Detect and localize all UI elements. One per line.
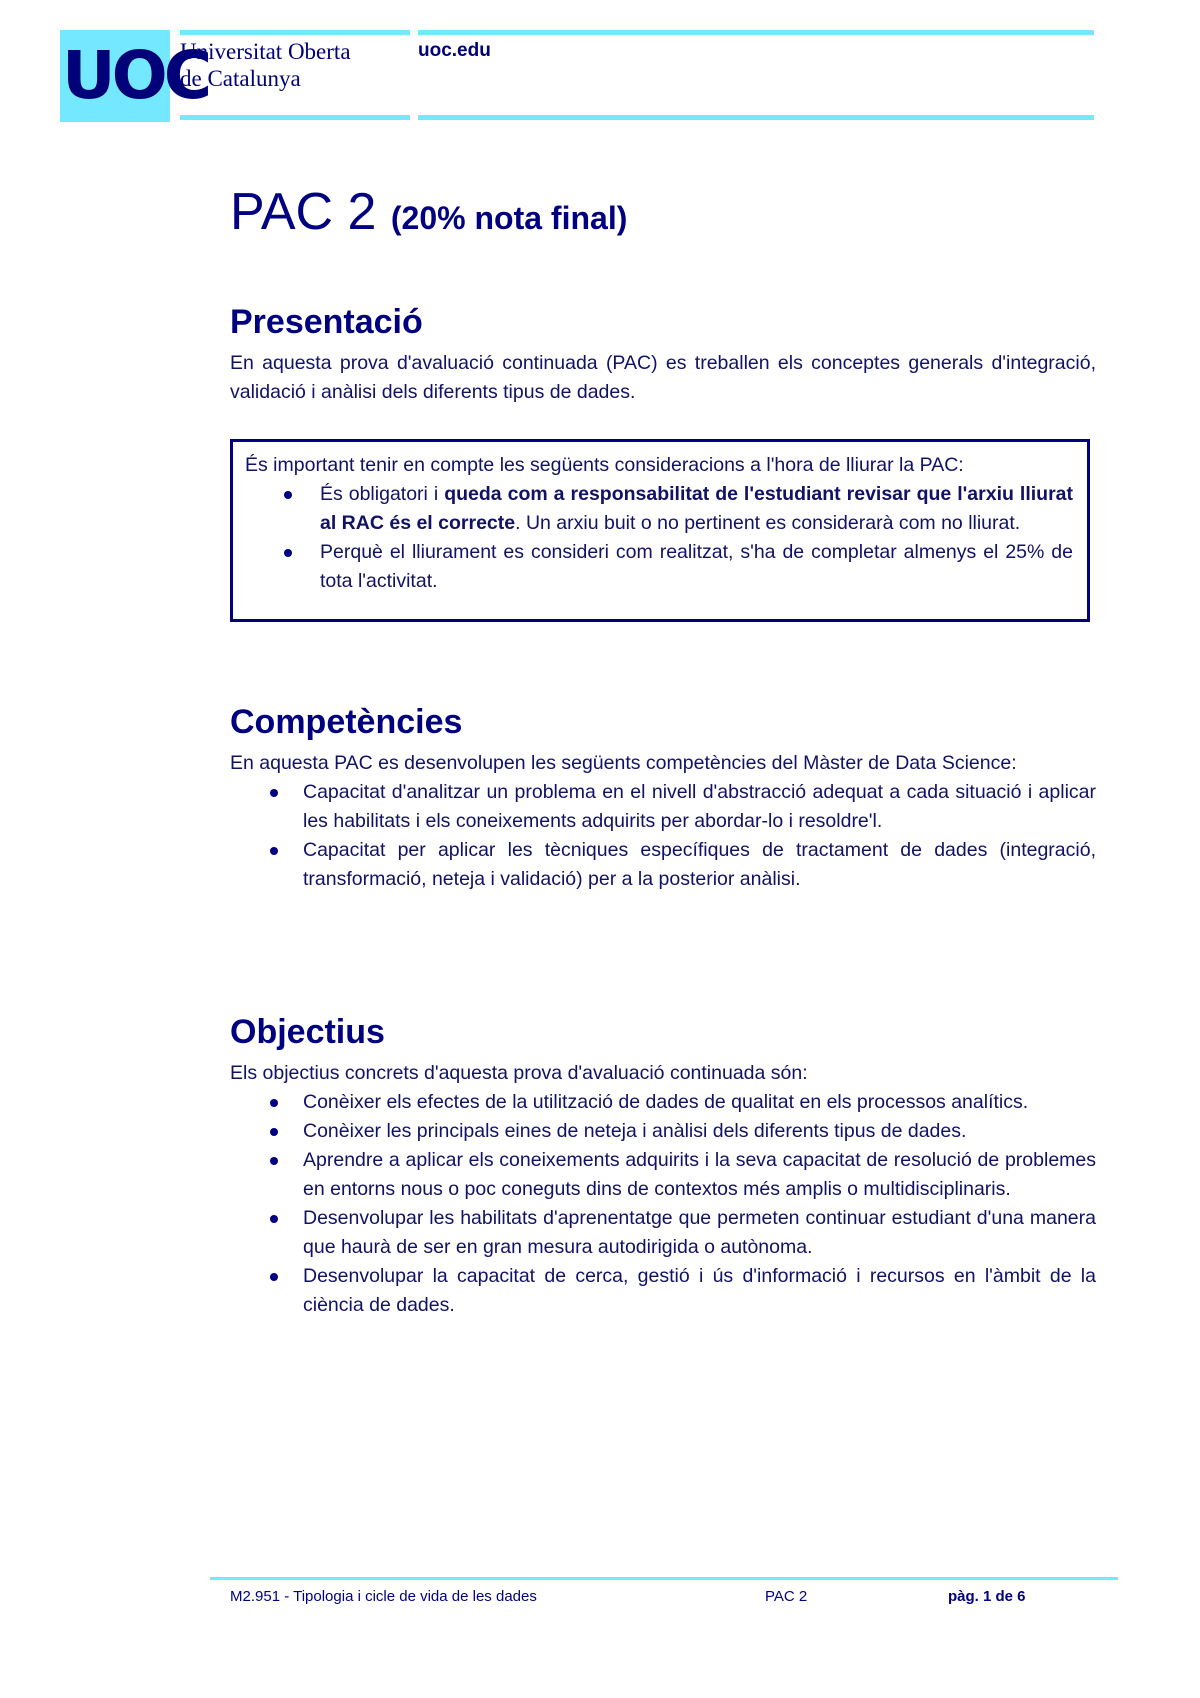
uoc-logo (60, 30, 209, 122)
objectius-list (230, 1088, 1096, 1320)
list-item: Desenvolupar la capacitat de cerca, gestió i ús d'informació i recursos en l'àmbit de la ciència de dades. (303, 1262, 1096, 1320)
uoc-logo-text: UOC (62, 37, 209, 114)
competencies-heading: Competències (230, 703, 463, 741)
notice-item (320, 480, 1073, 538)
footer-doc: PAC 2 (765, 1588, 808, 1605)
footer-page-number: pàg. 1 de 6 (948, 1588, 1026, 1605)
university-name-line2: de Catalunya (180, 66, 301, 91)
notice-item1-bold: queda com a responsabilitat de l'estudiant revisar que l'arxiu lliurat al RAC és el correcte (320, 483, 1073, 534)
page-title-sub: (20% nota final) (390, 200, 628, 236)
header-rule-right-bottom (418, 115, 1094, 120)
university-name-line1: Universitat Oberta (180, 39, 351, 64)
objectius-heading: Objectius (230, 1013, 385, 1051)
section-competencies (230, 702, 1096, 894)
header-rule-left-top (180, 30, 410, 35)
notice-list (245, 480, 1073, 596)
list-item: Conèixer les principals eines de neteja i anàlisi dels diferents tipus de dades. (303, 1117, 1096, 1146)
notice-item: Perquè el lliurament es consideri com realitzat, s'ha de completar almenys el 25% de tota l'activitat. (320, 538, 1073, 596)
page-title (230, 182, 627, 248)
header-rule-right-top (418, 30, 1094, 35)
notice-item1-text-b: . Un arxiu buit o no pertinent es considerarà com no lliurat. (515, 512, 1021, 534)
website-link[interactable]: uoc.edu (418, 40, 491, 61)
footer-course: M2.951 - Tipologia i cicle de vida de les dades (230, 1588, 537, 1605)
competencies-list (230, 778, 1096, 894)
presentacio-heading: Presentació (230, 303, 423, 341)
presentacio-text: En aquesta prova d'avaluació continuada (PAC) es treballen els conceptes generals d'integració, validació i anàlisi dels diferents tipus de dades. (230, 352, 1096, 403)
list-item: Aprendre a aplicar els coneixements adquirits i la seva capacitat de resolució de problemes en entorns nous o poc coneguts dins de contextos més amplis o multidisciplinaris. (303, 1146, 1096, 1204)
university-name (180, 38, 351, 92)
page-title-main: PAC 2 (230, 183, 377, 241)
section-objectius (230, 1012, 1096, 1320)
footer-rule (210, 1577, 1118, 1580)
competencies-intro: En aquesta PAC es desenvolupen les següents competències del Màster de Data Science: (230, 752, 1017, 774)
section-presentacio (230, 302, 1096, 407)
list-item: Capacitat d'analitzar un problema en el nivell d'abstracció adequat a cada situació i aplicar les habilitats i els coneixements adquirits per abordar-lo i resoldre'l. (303, 778, 1096, 836)
list-item: Capacitat per aplicar les tècniques específiques de tractament de dades (integració, transformació, neteja i validació) per a la posterior anàlisi. (303, 836, 1096, 894)
notice-item1-text-a: És obligatori i (320, 483, 445, 505)
list-item: Desenvolupar les habilitats d'aprenentatge que permeten continuar estudiant d'una manera que haurà de ser en gran mesura autodirigida o autònoma. (303, 1204, 1096, 1262)
list-item: Conèixer els efectes de la utilització de dades de qualitat en els processos analítics. (303, 1088, 1096, 1117)
objectius-intro: Els objectius concrets d'aquesta prova d'avaluació continuada són: (230, 1062, 808, 1084)
header-rule-left-bottom (180, 115, 410, 120)
notice-intro: És important tenir en compte les següents consideracions a l'hora de lliurar la PAC: (245, 454, 964, 476)
notice-box (230, 439, 1090, 622)
